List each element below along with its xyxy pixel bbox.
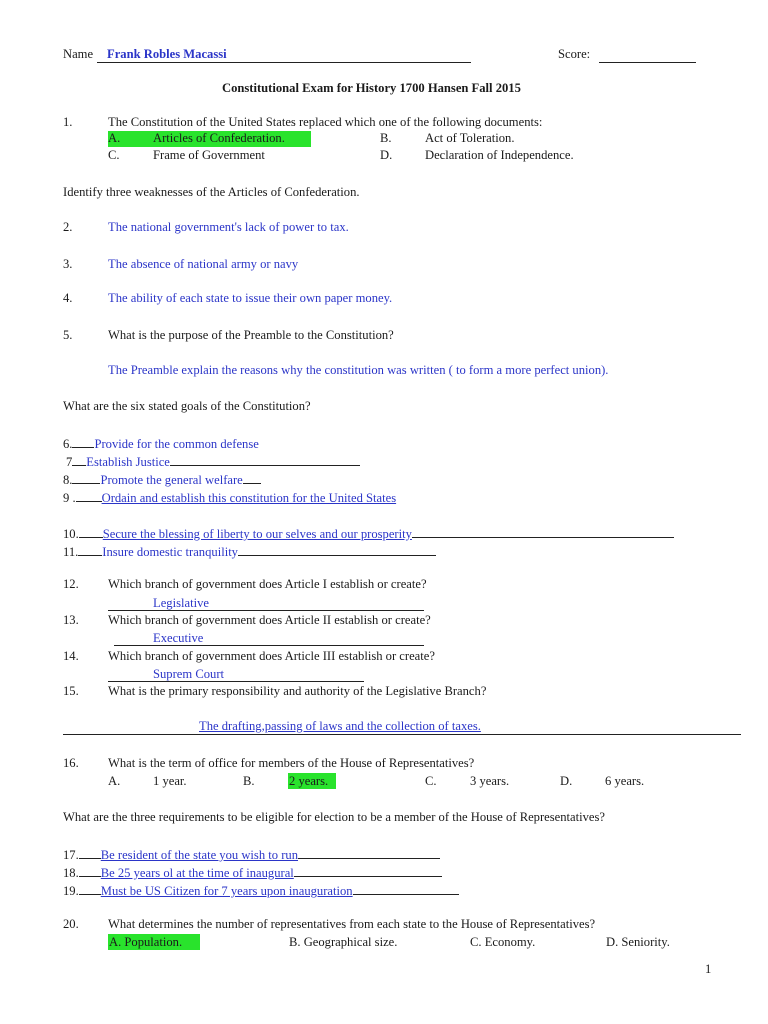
goal-item [63,434,259,452]
answer-text: Suprem Court [153,667,225,681]
question-number: 13. [63,613,79,627]
option-text: 2 years. [289,774,329,788]
question-text: Which branch of government does Article I establish or create? [108,577,427,591]
option-letter: C. [425,774,437,788]
requirement-answer: Be resident of the state you wish to run [100,848,299,862]
blank-line [298,845,440,859]
answer-text: The absence of national army or navy [108,257,299,271]
requirement-answer: Be 25 years ol at the time of inaugural [100,866,294,880]
blank-line [238,542,436,556]
option-letter: C. [108,148,120,162]
option-letter: B. [243,774,255,788]
goal-number: 8. [63,473,73,487]
goal-answer: Secure the blessing of liberty to our selves and our prosperity [102,527,412,541]
answer-text: The Preamble explain the reasons why the constitution was written ( to form a more perfect union). [108,363,609,377]
page-number: 1 [705,962,712,976]
answer-text: Executive [153,631,204,645]
question-number: 16. [63,756,79,770]
goal-item [63,542,436,560]
option-text: Declaration of Independence. [425,148,574,162]
option-text: Frame of Government [153,148,265,162]
option-text: A. Population. [109,935,183,949]
option-letter: B. [380,131,392,145]
question-number: 12. [63,577,79,591]
blank-line [79,524,103,538]
goal-item [63,524,674,542]
answer-text: Legislative [153,596,209,610]
goal-number: 7 [66,455,73,469]
requirement-item [63,845,440,863]
blank-line [170,452,360,466]
blank-line [412,524,674,538]
blank-line [243,470,261,484]
question-number: 20. [63,917,79,931]
answer-line [108,666,364,682]
goal-answer: Ordain and establish this constitution for the United States [101,491,397,505]
question-number: 3. [63,257,73,271]
score-line [599,47,696,63]
goal-item [66,452,360,470]
option-text: 3 years. [470,774,510,788]
student-name: Frank Robles Macassi [107,47,227,61]
name-label: Name [63,47,94,61]
blank-line [72,452,86,466]
answer-text: The national government's lack of power to tax. [108,220,349,234]
question-text: Which branch of government does Article II establish or create? [108,613,431,627]
requirement-item [63,881,459,899]
option-text: Act of Toleration. [425,131,515,145]
question-number: 5. [63,328,73,342]
blank-line [78,542,102,556]
section-prompt: What are the three requirements to be eligible for election to be a member of the House of Representatives? [63,810,606,824]
question-text: Which branch of government does Article III establish or create? [108,649,435,663]
question-text: What is the purpose of the Preamble to the Constitution? [108,328,394,342]
option-text: 1 year. [153,774,187,788]
requirement-number: 17. [63,848,79,862]
blank-line [79,881,101,895]
blank-line [72,434,94,448]
goal-number: 10. [63,527,79,541]
requirement-item [63,863,442,881]
requirement-number: 18. [63,866,79,880]
answer-text: The ability of each state to issue their own paper money. [108,291,393,305]
goal-answer: Provide for the common defense [94,437,259,451]
question-number: 4. [63,291,73,305]
question-text: What determines the number of representatives from each state to the House of Representatives? [108,917,596,931]
blank-line [353,881,459,895]
option-text: 6 years. [605,774,645,788]
question-number: 2. [63,220,73,234]
goal-answer: Promote the general welfare [100,473,243,487]
goal-item [63,488,396,506]
goal-item [63,470,261,488]
question-text: What is the primary responsibility and authority of the Legislative Branch? [108,684,487,698]
option-letter: A. [108,774,121,788]
blank-line [294,863,442,877]
question-text: What is the term of office for members of the House of Representatives? [108,756,475,770]
option-letter: D. [380,148,393,162]
blank-line [76,488,102,502]
goal-answer: Insure domestic tranquility [102,545,238,559]
option-text: C. Economy. [470,935,536,949]
option-text: D. Seniority. [606,935,670,949]
goal-number: 6. [63,437,73,451]
blank-line [72,470,100,484]
blank-line [79,845,101,859]
option-text: B. Geographical size. [289,935,398,949]
requirement-answer: Must be US Citizen for 7 years upon inauguration [100,884,353,898]
option-letter: D. [560,774,573,788]
blank-line [79,863,101,877]
option-letter: A. [108,131,121,145]
goal-number: 9 . [63,491,76,505]
goal-answer: Establish Justice [86,455,170,469]
page-title: Constitutional Exam for History 1700 Hansen Fall 2015 [222,81,521,95]
requirement-number: 19. [63,884,79,898]
score-label: Score: [558,47,591,61]
option-text: Articles of Confederation. [153,131,285,145]
question-number: 15. [63,684,79,698]
section-prompt: What are the six stated goals of the Constitution? [63,399,311,413]
section-prompt: Identify three weaknesses of the Articles of Confederation. [63,185,360,199]
question-number: 14. [63,649,79,663]
question-number: 1. [63,115,73,129]
question-text: The Constitution of the United States replaced which one of the following documents: [108,115,543,129]
goal-number: 11. [63,545,79,559]
answer-text: The drafting,passing of laws and the collection of taxes. [199,719,481,733]
